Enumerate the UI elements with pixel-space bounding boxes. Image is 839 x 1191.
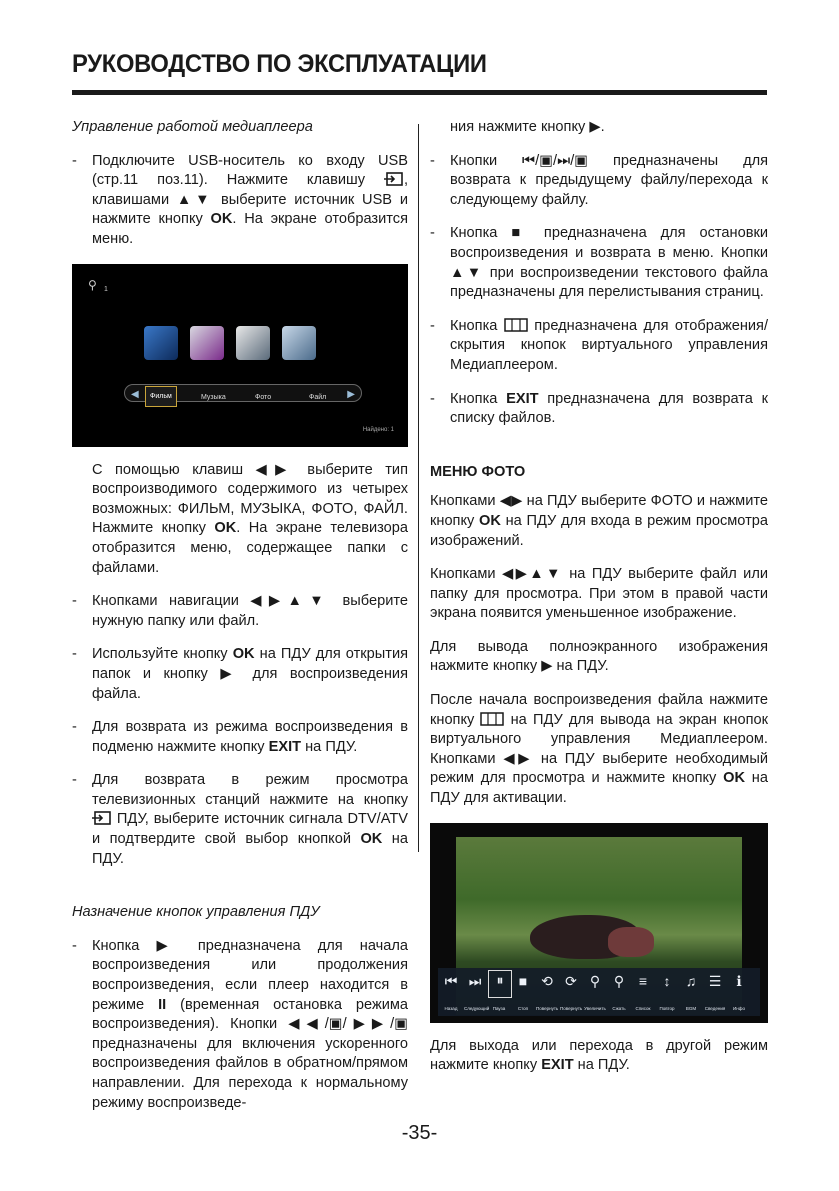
instruction-exit-submenu: - Для возврата из режима воспроизведения в подменю нажмите кнопку EXIT на ПДУ. [72,718,408,757]
header-rule [72,90,767,95]
playlist-icon[interactable]: ≡ [638,972,648,989]
previous-icon[interactable]: ⏮ [444,972,458,989]
section-heading-media-player: Управление работой медиаплеера [72,119,313,135]
source-input-icon [92,811,112,825]
control-label: Повернуть [560,1005,583,1011]
repeat-icon[interactable]: ↕ [663,972,671,989]
continuation-text: ния нажмите кнопку ▶. [450,119,605,135]
navigation-arrows-icon: ◀▶▲▼ [502,566,563,583]
prev-next-icons: ⏮/▣/⏭/▣ [522,152,589,169]
section-heading-remote-buttons: Назначение кнопок управления ПДУ [72,904,320,921]
left-column [72,118,408,1127]
arrow-right-icon: ▶ [347,388,355,400]
up-down-arrows-icon: ▲▼ [450,264,484,281]
instruction-play-button: - Кнопка ▶ предназначена для начала воспроизведения или продолжения воспроизведения, если плеер находится в режиме II (временная остановка режима воспроизведения). Кнопки ◀◀/▣/▶▶/▣ предназначены для включения ускоренного воспроизведения файлов в обратном/прямом направлении. Для перехода к нормальному режиму воспроизведе- [72,937,408,1113]
photo-viewer-screenshot [430,823,768,1023]
tab-music[interactable]: Музыка [201,393,226,401]
control-label: Повтор [659,1005,675,1011]
control-label: Стоп [517,1005,529,1011]
arrow-left-icon: ◀ [131,388,139,400]
page-number: -35- [401,1122,438,1144]
left-right-arrows-icon: ◀▶ [255,461,295,478]
file-folder-icon [282,326,316,360]
paragraph-virtual-controls: После начала воспроизведения файла нажмите кнопку на ПДУ для вывода на экран кнопок виртуального управления Медиаплеером. Кнопками ◀▶ на ПДУ выберите необходимый режим для просмотра и нажмите кнопку OK на ПДУ для активации. [430,692,768,807]
photo-folder-icon [236,326,270,360]
instruction-prev-next: - Кнопки ⏮/▣/⏭/▣ предназначены для возврата к предыдущему файлу/переходa к следующему файлу. [430,152,768,211]
zoom-out-icon[interactable]: ⚲ [613,972,625,989]
play-icon: ▶ [589,119,601,135]
up-down-arrows-icon: ▲▼ [176,191,214,208]
paragraph-file-select: Кнопками ◀▶▲▼ на ПДУ выберите файл или папку для просмотра. При этом в правой части экрана появится уменьшенное изображение. [430,566,768,622]
control-label: Сведения [704,1005,726,1011]
tab-file[interactable]: Файл [309,393,327,401]
instruction-virtual-controls: - Кнопка предназначена для отображения/скрытия кнопок виртуального управления Медиаплеером. [430,317,768,376]
rewind-forward-icons: ◀◀/▣/▶▶/▣ [288,1016,408,1033]
page-header-title: РУКОВОДСТВО ПО ЭКСПЛУАТАЦИИ [72,50,487,78]
display-toggle-icon [504,318,528,332]
paragraph-fullscreen: Для вывода полноэкранного изображения нажмите кнопку ▶ на ПДУ. [430,638,768,675]
section-title-photo-menu: МЕНЮ ФОТО [430,463,526,480]
left-right-arrows-icon: ◀▶ [503,750,534,767]
rotate-right-icon[interactable]: ⟳ [565,972,577,989]
right-column [430,118,768,1090]
music-folder-icon [190,326,224,360]
usb-icon: ⚲ [88,277,97,292]
play-icon: ▶ [541,658,553,675]
pause-icon[interactable]: ⏸ [488,970,512,998]
tab-photo[interactable]: Фото [255,393,272,401]
instruction-return-tv: - Для возврата в режим просмотра телевизионных станций нажмите на кнопку ПДУ, выберите источник сигнала DTV/ATV и подтвердите свой выбор кнопкой OK на ПДУ. [72,771,408,869]
paragraph-select-type: С помощью клавиш ◀▶ выберите тип воспроизводимого содержимого из четырех возможных: ФИЛЬМ, МУЗЫКА, ФОТО, ФАЙЛ. Нажмите кнопку OK. На экране телевизора отобразится меню, содержащее папки с файлами. [92,461,408,576]
found-count: Найдено: 1 [362,426,394,433]
zoom-in-icon[interactable]: ⚲ [589,972,601,989]
control-label: BGM [685,1005,697,1011]
music-icon[interactable]: ♫ [685,972,697,989]
details-icon[interactable]: ☰ [708,972,722,989]
next-icon[interactable]: ⏭ [468,972,482,989]
display-toggle-icon [480,712,504,726]
navigation-arrows-icon: ◀▶▲▼ [250,593,332,610]
column-divider [418,124,419,852]
media-menu-screenshot: ⚲ 1 ◀ Фильм Музыка Фото Файл ▶ Найдено: 1 [72,264,408,447]
control-label: Следующий [464,1005,490,1011]
instruction-connect-usb: - Подключите USB-носитель ко входу USB (стр.11 поз.11). Нажмите клавишу , клавишами ▲▼ выберите источник USB и нажмите кнопку OK. На экране отобразится меню. [72,152,408,250]
control-label: Сжать [612,1005,626,1011]
instruction-exit-list: - Кнопка EXIT предназначена для возврата к списку файлов. [430,390,768,429]
hippo-nose [608,927,654,957]
left-right-arrows-icon: ◀▶ [499,493,523,510]
play-icon: ▶ [220,665,240,682]
stop-icon: ■ [511,225,531,242]
instruction-open-folders: - Используйте кнопку OK на ПДУ для открытия папок и кнопку ▶ для воспроизведения файла. [72,645,408,704]
source-input-icon [384,172,404,186]
control-label: Увеличить [584,1005,606,1011]
instruction-navigation: - Кнопками навигации ◀▶▲▼ выберите нужную папку или файл. [72,592,408,631]
control-label: Назад [444,1005,458,1011]
control-label: Список [635,1005,651,1011]
tab-movie[interactable]: Фильм [145,386,177,408]
virtual-control-toolbar [438,968,760,1016]
instruction-stop: - Кнопка ■ предназначена для остановки воспроизведения и возврата в меню. Кнопки ▲▼ при воспроизведении текстового файла предназначены для перелистывания страниц. [430,224,768,302]
play-icon: ▶ [156,937,181,954]
info-icon[interactable]: ℹ [736,972,742,989]
control-label: Пауза [492,1005,506,1011]
movie-folder-icon [144,326,178,360]
control-label: Инфо [733,1005,745,1011]
stop-icon[interactable]: ■ [518,972,528,989]
rotate-left-icon[interactable]: ⟲ [541,972,553,989]
paragraph-photo-select: Кнопками ◀▶ на ПДУ выберите ФОТО и нажмите кнопку OK на ПДУ для входа в режим просмотра изображений. [430,493,768,549]
paragraph-exit: Для выхода или перехода в другой режим нажмите кнопку EXIT на ПДУ. [430,1037,768,1074]
control-label: Повернуть [536,1005,559,1011]
media-type-bar [124,384,362,402]
